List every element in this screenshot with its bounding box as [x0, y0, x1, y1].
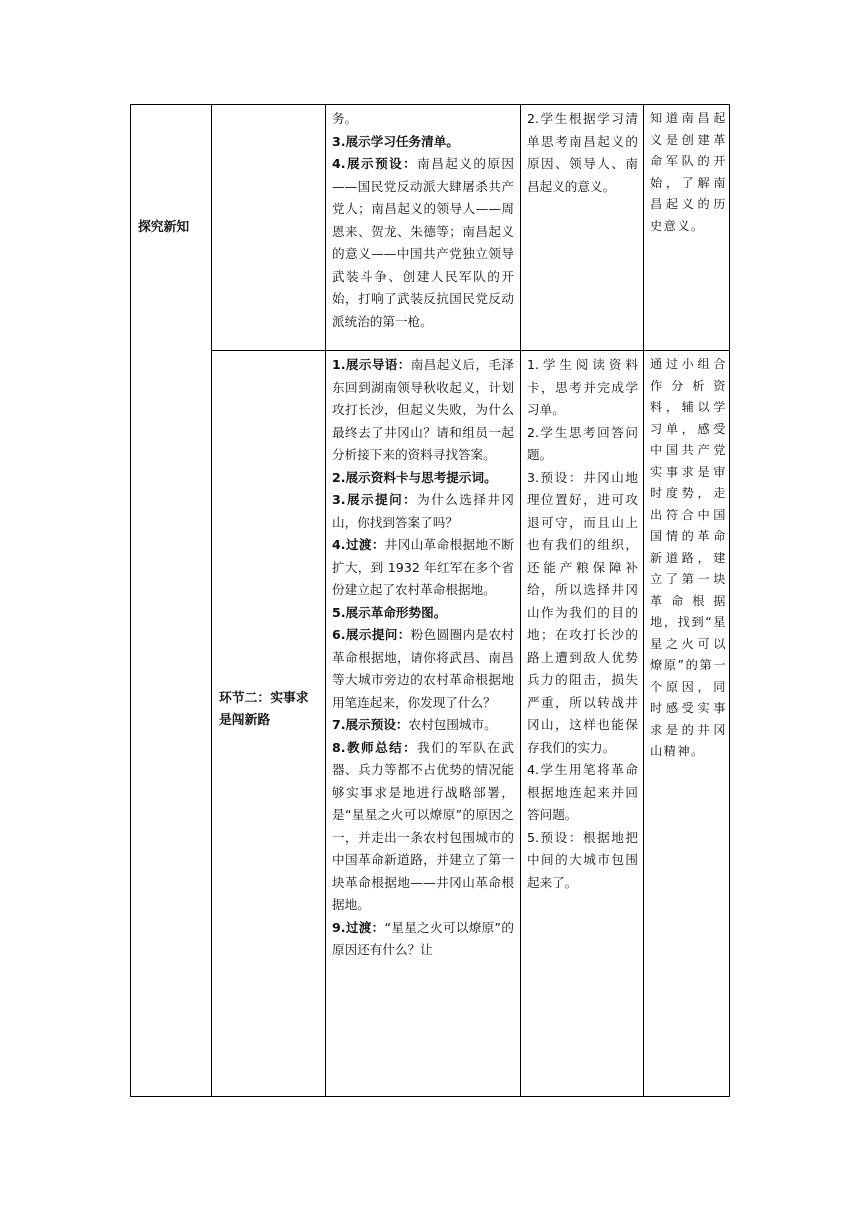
teacher-step	[332, 153, 514, 333]
student-step: 3.预设：井冈山地理位置好，进可攻退可守，而且山上也有我们的组织，还能产粮保障补给，所以选择井冈山作为我们的目的地；在攻打长沙的路上遭到敌人优势兵力的阻击，损失严重，所以转战井冈山，这样也能保存我们的实力。	[527, 469, 638, 755]
teacher-step	[332, 602, 514, 625]
teacher-step	[332, 534, 514, 602]
student-step: 5.预设：根据地把中间的大城市包围起来了。	[527, 829, 638, 890]
teacher-step-text: 粉色圆圈内是农村革命根据地，请你将武昌、南昌等大城市旁边的农村革命根据地用笔连起来，你发现了什么？	[332, 627, 514, 710]
teacher-step	[332, 467, 514, 490]
teacher-step-text: 为什么选择井冈山，你找到答案了吗？	[332, 492, 514, 530]
teacher-activity	[332, 354, 514, 962]
teacher-step-text: “星星之火可以燎原”的原因还有什么？让	[332, 919, 514, 957]
row-divider	[211, 350, 729, 351]
column-divider	[211, 105, 212, 1096]
teacher-step	[332, 624, 514, 714]
teacher-activity	[332, 108, 514, 333]
design-intent-text: 通过小组合作分析资料，辅以学习单，感受中国共产党实事求是审时度势，走出符合中国国情的革命新道路，建立了第一块革命根据地，找到“星星之火可以燎原”的第一个原因，同时感受实事求是的井冈山精神。	[650, 357, 727, 758]
student-step: 4.学生用笔将革命根据地连起来并回答问题。	[527, 762, 638, 822]
lesson-plan-table	[130, 104, 730, 1097]
teacher-step-text: 务。	[332, 111, 358, 126]
teacher-step	[332, 737, 514, 917]
teacher-step	[332, 354, 514, 467]
teacher-step	[332, 131, 514, 154]
teacher-step-heading: 5.展示革命形势图。	[332, 604, 447, 620]
teacher-step-heading: 1.展示导语：	[332, 357, 411, 372]
student-step: 2.学生根据学习清单思考南昌起义的原因、领导人、南昌起义的意义。	[527, 111, 638, 194]
teacher-step-heading: 4.过渡：	[332, 537, 385, 552]
teacher-step-text: 南昌起义后，毛泽东回到湖南领导秋收起义，计划攻打长沙，但起义失败，为什么最终去了井冈山？请和组员一起分析接下来的资料寻找答案。	[332, 357, 514, 462]
teacher-step-heading: 8.教师总结：	[332, 739, 418, 755]
column-divider	[520, 105, 521, 1096]
student-activity	[527, 354, 638, 894]
teacher-step	[332, 489, 514, 534]
teacher-step	[332, 108, 514, 131]
column-divider	[325, 105, 326, 1096]
teacher-step	[332, 714, 514, 737]
student-activity	[527, 108, 638, 198]
teacher-step	[332, 917, 514, 962]
design-intent	[650, 108, 727, 237]
teacher-step-heading: 7.展示预设：	[332, 717, 409, 732]
teacher-step-heading: 9.过渡：	[332, 919, 385, 935]
design-intent-text: 知道南昌起义是创建革命军队的开始，了解南昌起义的历史意义。	[650, 111, 727, 233]
teacher-step-text: 农村包围城市。	[408, 717, 497, 732]
link-label: 环节二：实事求是闯新路	[219, 691, 309, 728]
column-divider	[643, 105, 644, 1096]
teacher-step-heading: 3.展示提问：	[332, 492, 418, 507]
teacher-step-text: 南昌起义的原因——国民党反动派大肆屠杀共产党人；南昌起义的领导人——周恩来、贺龙、朱德等；南昌起义的意义——中国共产党独立领导武装斗争、创建人民军队的开始，打响了武装反抗国民党反动派统治的第一枪。	[332, 156, 514, 329]
teacher-step-text: 井冈山革命根据地不断扩大，到 1932 年红军在多个省份建立起了农村革命根据地。	[332, 537, 514, 597]
student-step: 2.学生思考回答问题。	[527, 424, 638, 462]
stage-label: 探究新知	[138, 220, 190, 235]
teacher-step-heading: 4.展示预设：	[332, 156, 418, 171]
student-step: 1.学生阅读资料卡，思考并完成学习单。	[527, 357, 638, 417]
teacher-step-text: 我们的军队在武器、兵力等都不占优势的情况能够实事求是地进行战略部署，是“星星之火可以燎原”的原因之一，并走出一条农村包围城市的中国革命新道路，并建立了第一块革命根据地——井冈山革命根据地。	[332, 739, 514, 912]
design-intent	[650, 354, 727, 763]
teacher-step-heading: 6.展示提问：	[332, 627, 411, 642]
teacher-step-heading: 3.展示学习任务清单。	[332, 133, 459, 149]
teacher-step-heading: 2.展示资料卡与思考提示词。	[332, 469, 497, 485]
